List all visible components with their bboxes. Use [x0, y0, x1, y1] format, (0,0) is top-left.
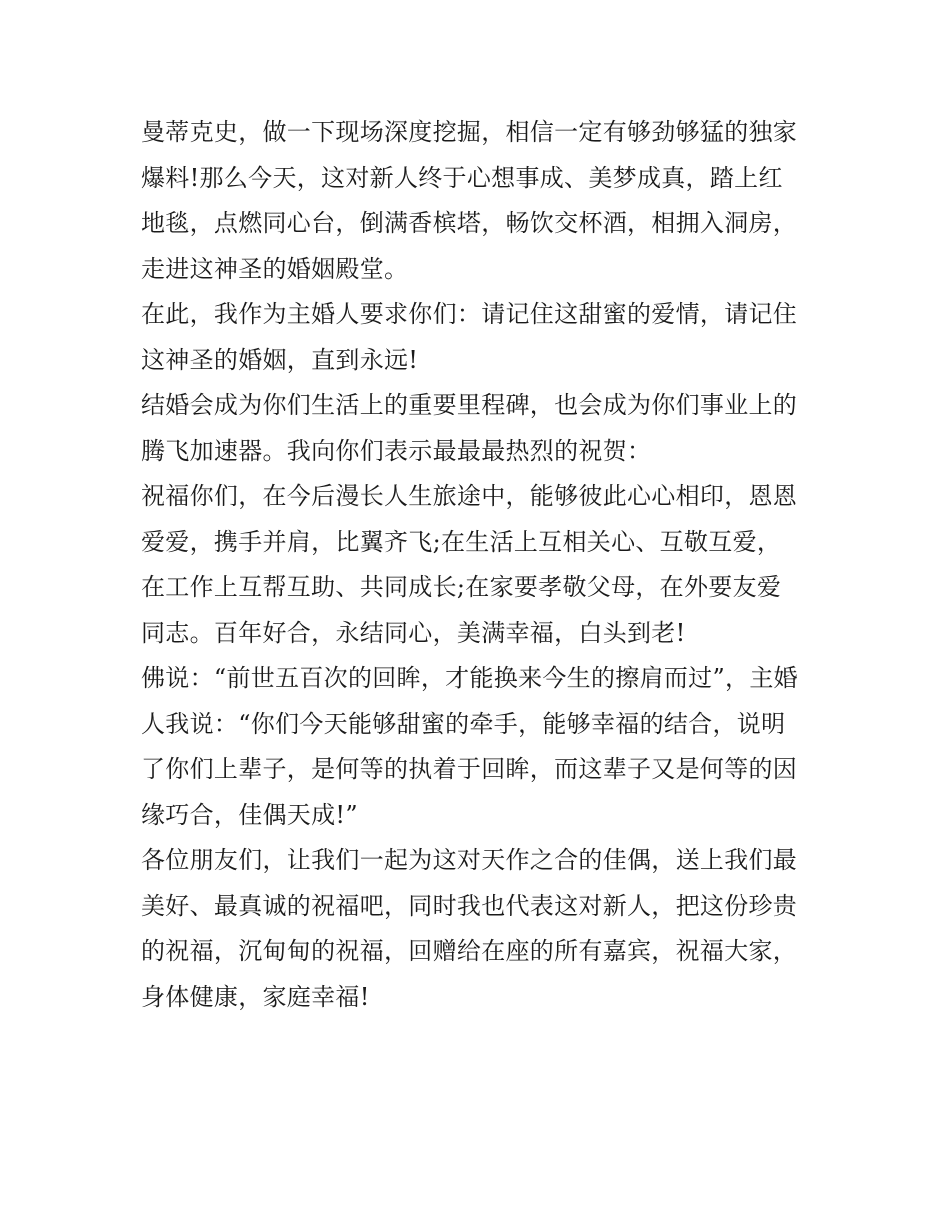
text-line: 走进这神圣的婚姻殿堂。 [141, 254, 409, 283]
text-line: 爱爱，携手并肩，比翼齐飞;在生活上互相关心、互敬互爱， [141, 527, 782, 556]
text-line: 的祝福，沉甸甸的祝福，回赠给在座的所有嘉宾，祝福大家， [141, 937, 798, 965]
text-line: 祝福你们，在今后漫长人生旅途中，能够彼此心心相印，恩恩 [141, 482, 798, 510]
text-line: 同志。百年好合，永结同心，美满幸福，白头到老! [141, 618, 686, 647]
text-line: 在此，我作为主婚人要求你们：请记住这甜蜜的爱情，请记住 [141, 300, 798, 328]
text-line: 结婚会成为你们生活上的重要里程碑，也会成为你们事业上的 [141, 391, 798, 419]
text-line: 美好、最真诚的祝福吧，同时我也代表这对新人，把这份珍贵 [141, 891, 798, 920]
text-line: 缘巧合，佳偶天成!” [141, 800, 358, 829]
text-line: 腾飞加速器。我向你们表示最最最热烈的祝贺： [141, 436, 652, 465]
text-line: 了你们上辈子，是何等的执着于回眸，而这辈子又是何等的因 [141, 755, 798, 783]
text-line: 在工作上互帮互助、共同成长;在家要孝敬父母，在外要友爱 [141, 573, 782, 601]
text-line: 曼蒂克史，做一下现场深度挖掘，相信一定有够劲够猛的独家 [141, 118, 798, 146]
body-text [141, 110, 821, 1020]
text-line: 身体健康，家庭幸福! [141, 982, 370, 1011]
text-line: 人我说：“你们今天能够甜蜜的牵手，能够幸福的结合，说明 [141, 709, 786, 738]
text-line: 地毯，点燃同心台，倒满香槟塔，畅饮交杯酒，相拥入洞房， [141, 209, 798, 237]
text-line: 爆料!那么今天，这对新人终于心想事成、美梦成真，踏上红 [141, 163, 783, 192]
text-line: 佛说：“前世五百次的回眸，才能换来今生的擦肩而过”，主婚 [141, 664, 798, 692]
text-line: 各位朋友们，让我们一起为这对天作之合的佳偶，送上我们最 [141, 846, 798, 874]
text-line: 这神圣的婚姻，直到永远! [141, 345, 419, 374]
